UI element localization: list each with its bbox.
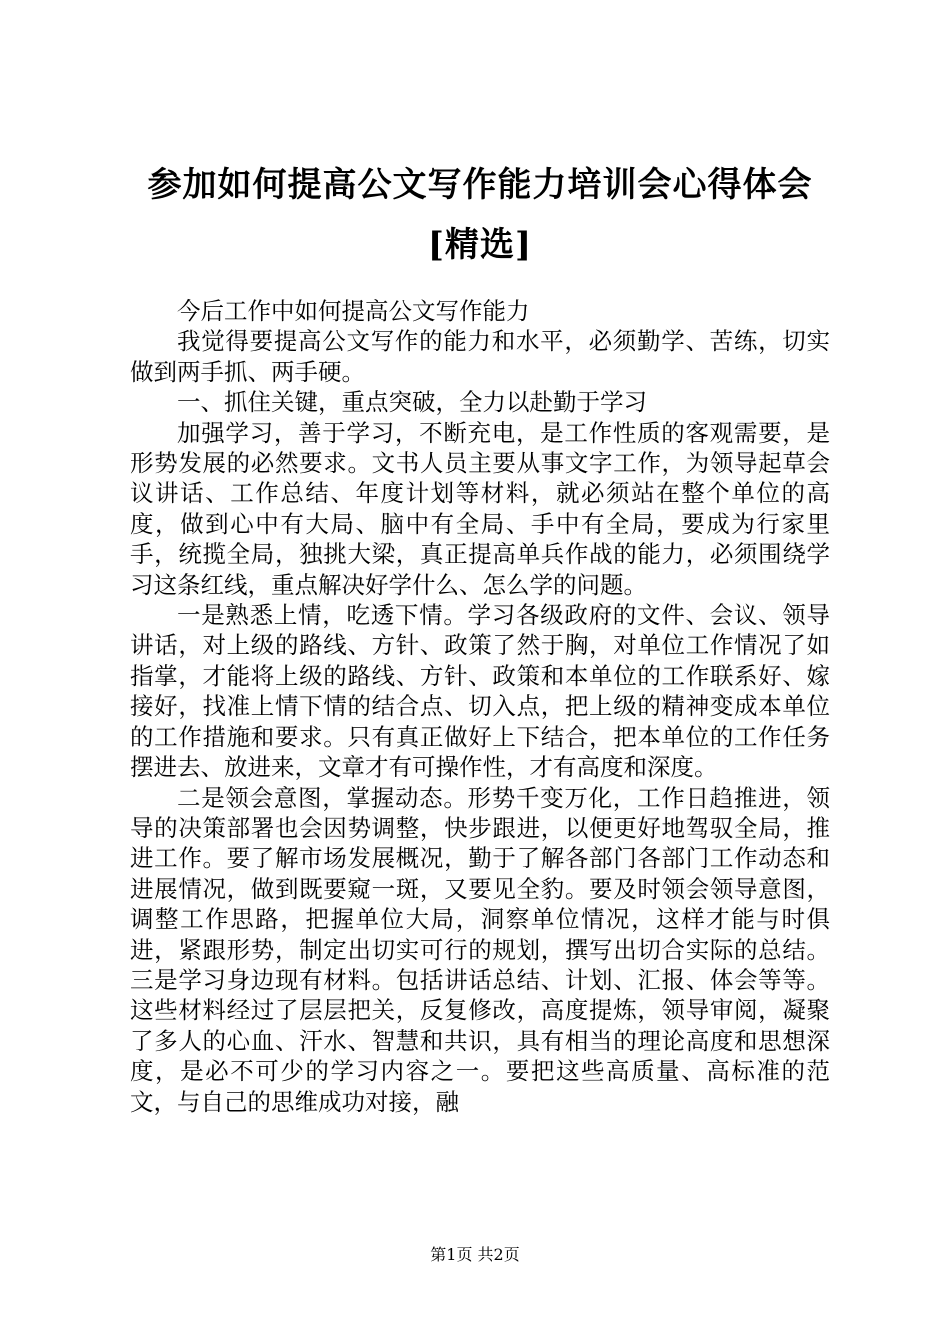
paragraph: 二是领会意图，掌握动态。形势千变万化，工作日趋推进，领导的决策部署也会因势调整，快步跟进，以便更好地驾驭全局，推进工作。要了解市场发展概况，勤于了解各部门各部门工作动态和进展情况，做到既要窥一斑，又要见全豹。要及时领会领导意图，调整工作思路，把握单位大局，洞察单位情况，这样才能与时俱进，紧跟形势，制定出切实可行的规划，撰写出切合实际的总结。三是学习身边现有材料。包括讲话总结、计划、汇报、体会等等。这些材料经过了层层把关，反复修改，高度提炼，领导审阅，凝聚了多人的心血、汗水、智慧和共识，具有相当的理论高度和思想深度，是必不可少的学习内容之一。要把这些高质量、高标准的范文，与自己的思维成功对接，融: [130, 783, 830, 1116]
page-number-footer: 第1页 共2页: [430, 1245, 520, 1264]
paragraph: 加强学习，善于学习，不断充电，是工作性质的客观需要，是形势发展的必然要求。文书人员主要从事文字工作，为领导起草会议讲话、工作总结、年度计划等材料，就必须站在整个单位的高度，做到心中有大局、脑中有全局、手中有全局，要成为行家里手，统揽全局，独挑大梁，真正提高单兵作战的能力，必须围绕学习这条红线，重点解决好学什么、怎么学的问题。: [130, 418, 830, 599]
document-title: 参加如何提高公文写作能力培训会心得体会[精选]: [147, 165, 813, 265]
document-body: [130, 296, 830, 1117]
section-heading: 一、抓住关键，重点突破，全力以赴勤于学习: [177, 388, 647, 417]
paragraph: 我觉得要提高公文写作的能力和水平，必须勤学、苦练，切实做到两手抓、两手硬。: [130, 327, 830, 386]
paragraph-heading: 今后工作中如何提高公文写作能力: [177, 297, 530, 325]
paragraph: 一是熟悉上情，吃透下情。学习各级政府的文件、会议、领导讲话，对上级的路线、方针、政策了然于胸，对单位工作情况了如指掌，才能将上级的路线、方针、政策和本单位的工作联系好、嫁接好，找准上情下情的结合点、切入点，把上级的精神变成本单位的工作措施和要求。只有真正做好上下结合，把本单位的工作任务摆进去、放进来，文章才有可操作性，才有高度和深度。: [130, 601, 830, 782]
